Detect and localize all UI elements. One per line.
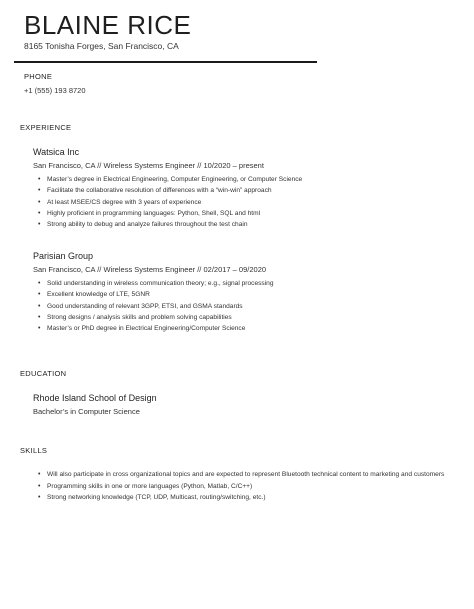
job-meta: San Francisco, CA // Wireless Systems Engineer // 02/2017 – 09/2020 (33, 265, 267, 274)
phone-label: PHONE (24, 72, 53, 81)
job-bullet: • At least MSEE/CS degree with 3 years of experience (33, 197, 453, 208)
skill-item: • Programming skills in one or more languages (Python, Matlab, C/C++) (33, 481, 453, 493)
job-bullets (33, 174, 453, 230)
skill-item: • Strong networking knowledge (TCP, UDP, Multicast, routing/switching, etc.) (33, 492, 453, 504)
header-divider (14, 61, 317, 63)
job-meta: San Francisco, CA // Wireless Systems Engineer // 10/2020 – present (33, 161, 264, 170)
job-entry (33, 147, 453, 230)
job-bullet: • Master’s degree in Electrical Engineering, Computer Engineering, or Computer Science (33, 174, 453, 185)
job-entry (33, 251, 453, 334)
job-bullet: • Strong designs / analysis skills and problem solving capabilities (33, 312, 453, 323)
job-bullet: • Strong ability to debug and analyze failures throughout the test chain (33, 219, 453, 230)
job-bullet: • Highly proficient in programming languages: Python, Shell, SQL and html (33, 208, 453, 219)
job-bullet: • Excellent knowledge of LTE, 5GNR (33, 289, 453, 300)
skill-item: • Will also participate in cross organizational topics and are expected to represent Bluetooth technical content to marketing and customers (33, 469, 453, 481)
experience-section-title: EXPERIENCE (20, 123, 72, 132)
job-bullet: • Good understanding of relevant 3GPP, ETSI, and GSMA standards (33, 301, 453, 312)
phone-value: +1 (555) 193 8720 (24, 86, 86, 95)
job-bullet: • Master’s or PhD degree in Electrical Engineering/Computer Science (33, 323, 453, 334)
job-bullet: • Solid understanding in wireless communication theory; e.g., signal processing (33, 278, 453, 289)
skills-list (33, 469, 453, 504)
skills-section-title: SKILLS (20, 446, 48, 455)
education-section-title: EDUCATION (20, 369, 67, 378)
job-bullets (33, 278, 453, 334)
job-bullet: • Facilitate the collaborative resolution of differences with a “win-win” approach (33, 185, 453, 196)
job-company: Watsica Inc (33, 147, 80, 157)
education-degree: Bachelor’s in Computer Science (33, 407, 140, 416)
resume-address: 8165 Tonisha Forges, San Francisco, CA (24, 41, 179, 51)
education-school: Rhode Island School of Design (33, 393, 157, 403)
job-company: Parisian Group (33, 251, 94, 261)
education-entry (33, 393, 157, 416)
resume-name: BLAINE RICE (24, 10, 192, 40)
